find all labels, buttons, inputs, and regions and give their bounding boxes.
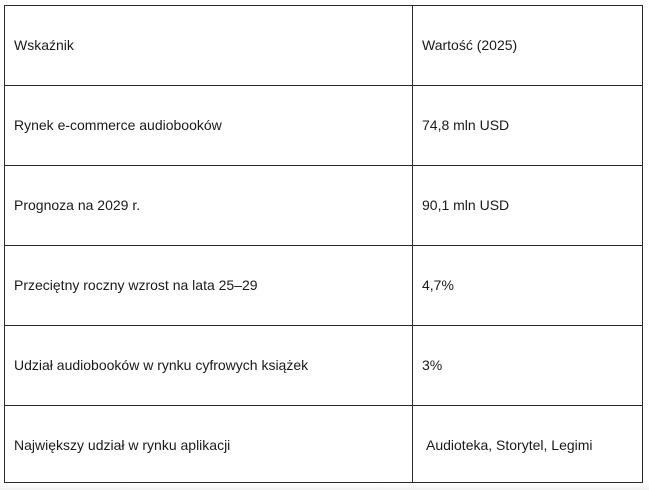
row-indicator-cell: Największy udział w rynku aplikacji — [5, 406, 413, 486]
bottom-edge-shadow — [0, 483, 649, 490]
table-row — [5, 166, 642, 246]
indicator-table — [5, 6, 642, 485]
table-row — [5, 86, 642, 166]
row-indicator-cell: Udział audiobooków w rynku cyfrowych książek — [5, 326, 413, 406]
data-table-container — [4, 5, 643, 483]
table-row — [5, 246, 642, 326]
row-value-cell: 74,8 mln USD — [413, 86, 643, 166]
table-row — [5, 406, 642, 486]
header-cell-value: Wartość (2025) — [413, 6, 643, 86]
row-indicator-cell: Rynek e-commerce audiobooków — [5, 86, 413, 166]
table-row — [5, 326, 642, 406]
row-value-cell: 90,1 mln USD — [413, 166, 643, 246]
row-value-cell: 3% — [413, 326, 643, 406]
row-value-cell: 4,7% — [413, 246, 643, 326]
header-cell-indicator: Wskaźnik — [5, 6, 413, 86]
row-value-cell: Audioteka, Storytel, Legimi — [413, 406, 643, 486]
table-header-row — [5, 6, 642, 86]
row-indicator-cell: Przeciętny roczny wzrost na lata 25–29 — [5, 246, 413, 326]
row-indicator-cell: Prognoza na 2029 r. — [5, 166, 413, 246]
